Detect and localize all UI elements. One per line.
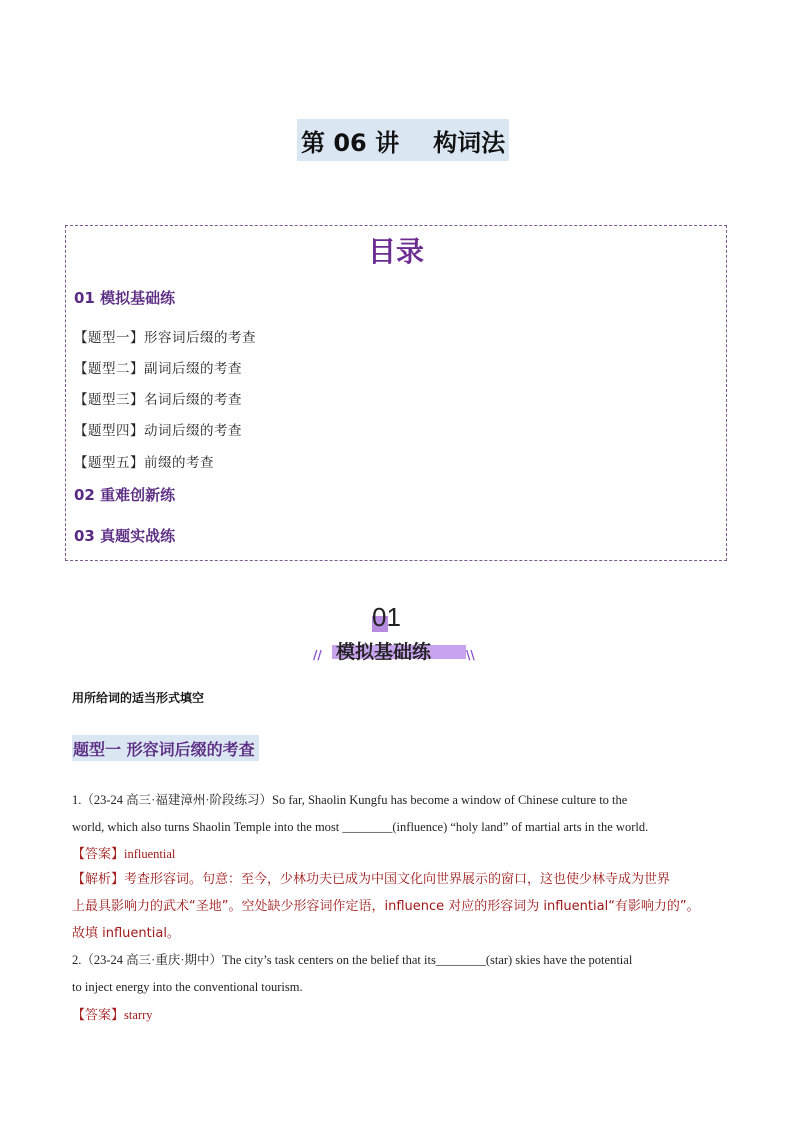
- analysis-1-line1: 考查形容词。句意：至今，少林功夫已成为中国文化向世界展示的窗口，这也使少林寺成为世界: [124, 872, 671, 887]
- analysis-1-line3: 故填 influential。: [72, 926, 180, 941]
- lecture-topic: 构词法: [433, 128, 506, 157]
- analysis-tag: 【解析】: [72, 872, 125, 887]
- toc-item-type5[interactable]: 【题型五】前缀的考查: [74, 455, 214, 471]
- toc-heading: 目录: [367, 235, 424, 268]
- toc-section-03[interactable]: 03 真题实战练: [74, 527, 176, 545]
- lecture-number: 第 06 讲: [301, 128, 400, 157]
- answer-1: [72, 843, 175, 862]
- type-heading: 题型一 形容词后缀的考查: [72, 735, 259, 761]
- question-2-line1: 2.（23-24 高三·重庆·期中）The city’s task centers on the belief that its________(star) skies have the potential: [72, 953, 633, 967]
- document-title: [297, 119, 509, 161]
- instruction-text: 用所给词的适当形式填空: [72, 691, 205, 705]
- answer-tag: 【答案】: [72, 847, 125, 862]
- toc-item-type3[interactable]: 【题型三】名词后缀的考查: [74, 392, 242, 408]
- answer-tag: 【答案】: [72, 1008, 125, 1023]
- answer-2: [72, 1004, 152, 1023]
- section-name: 模拟基础练: [336, 641, 432, 663]
- analysis-1: [72, 866, 722, 947]
- slash-right: \\: [466, 648, 475, 662]
- question-1-line2: world, which also turns Shaolin Temple into the most ________(influence) “holy land” of martial arts in the world.: [72, 819, 649, 834]
- table-of-contents: [65, 225, 727, 561]
- answer-2-value: starry: [124, 1008, 153, 1022]
- question-2-line2: to inject energy into the conventional tourism.: [72, 979, 303, 994]
- question-1: [72, 787, 722, 840]
- slash-left: //: [313, 648, 322, 662]
- toc-item-type1[interactable]: 【题型一】形容词后缀的考查: [74, 330, 256, 346]
- question-1-line1: 1.（23-24 高三·福建漳州·阶段练习）So far, Shaolin Kungfu has become a window of Chinese culture to the: [72, 793, 628, 807]
- analysis-1-line2: 上最具影响力的武术“圣地”。空处缺少形容词作定语，influence 对应的形容词为 influential“有影响力的”。: [72, 899, 700, 914]
- section-number: 01: [372, 602, 401, 632]
- toc-section-02[interactable]: 02 重难创新练: [74, 486, 176, 504]
- toc-item-type2[interactable]: 【题型二】副词后缀的考查: [74, 361, 242, 377]
- toc-section-01[interactable]: 01 模拟基础练: [74, 289, 176, 307]
- section-banner: [310, 600, 485, 670]
- answer-1-value: influential: [124, 847, 176, 861]
- toc-item-type4[interactable]: 【题型四】动词后缀的考查: [74, 423, 242, 439]
- question-2: [72, 947, 722, 1000]
